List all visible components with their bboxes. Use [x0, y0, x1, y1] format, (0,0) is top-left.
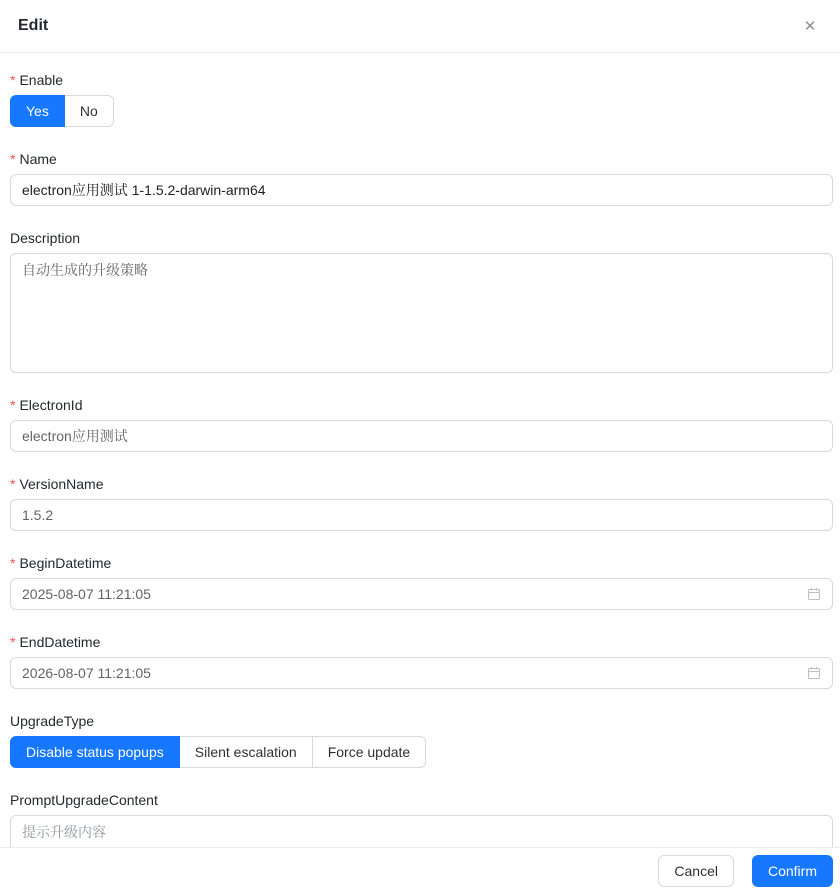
- required-asterisk: *: [10, 72, 16, 88]
- enable-option-yes[interactable]: Yes: [10, 95, 65, 127]
- upgrade-type-option-silent-escalation[interactable]: Silent escalation: [179, 736, 313, 768]
- version-name-input[interactable]: [10, 499, 833, 531]
- field-electron-id-label: [10, 394, 833, 416]
- prompt-upgrade-content-textarea[interactable]: [10, 815, 833, 847]
- description-textarea[interactable]: [10, 253, 833, 373]
- field-label-text: ElectronId: [19, 397, 83, 413]
- required-asterisk: *: [10, 634, 16, 650]
- field-label-text: Enable: [19, 72, 64, 88]
- cancel-button[interactable]: Cancel: [658, 855, 734, 887]
- field-upgrade-type: [10, 710, 833, 768]
- calendar-icon: [807, 666, 821, 680]
- enable-radio-group: [10, 95, 114, 127]
- field-name: [10, 148, 833, 206]
- end-datetime-input[interactable]: [22, 665, 799, 681]
- drawer-header: [0, 0, 840, 53]
- confirm-button[interactable]: Confirm: [752, 855, 833, 887]
- field-version-name-label: [10, 473, 833, 495]
- calendar-icon: [807, 587, 821, 601]
- required-asterisk: *: [10, 397, 16, 413]
- field-end-datetime-label: [10, 631, 833, 653]
- enable-option-no[interactable]: No: [64, 95, 114, 127]
- drawer-footer: [0, 847, 840, 894]
- field-prompt-upgrade-content: [10, 789, 833, 847]
- field-electron-id: [10, 394, 833, 452]
- field-label-text: UpgradeType: [10, 713, 95, 729]
- close-icon[interactable]: ✕: [798, 14, 822, 38]
- field-description: [10, 227, 833, 373]
- field-enable: [10, 69, 833, 127]
- field-enable-label: [10, 69, 833, 91]
- field-prompt-upgrade-content-label: [10, 789, 833, 811]
- field-label-text: Description: [10, 230, 81, 246]
- field-version-name: [10, 473, 833, 531]
- field-name-label: [10, 148, 833, 170]
- name-input[interactable]: [10, 174, 833, 206]
- field-end-datetime: [10, 631, 833, 689]
- field-upgrade-type-label: [10, 710, 833, 732]
- begin-datetime-input[interactable]: [22, 586, 799, 602]
- field-begin-datetime: [10, 552, 833, 610]
- field-label-text: BeginDatetime: [19, 555, 112, 571]
- drawer-title: Edit: [18, 17, 49, 34]
- required-asterisk: *: [10, 476, 16, 492]
- field-label-text: VersionName: [19, 476, 104, 492]
- upgrade-type-option-force-update[interactable]: Force update: [312, 736, 427, 768]
- upgrade-type-radio-group: [10, 736, 426, 768]
- upgrade-type-option-disable-status-popups[interactable]: Disable status popups: [10, 736, 180, 768]
- begin-datetime-picker[interactable]: [10, 578, 833, 610]
- field-description-label: [10, 227, 833, 249]
- required-asterisk: *: [10, 151, 16, 167]
- field-label-text: EndDatetime: [19, 634, 101, 650]
- field-label-text: Name: [19, 151, 57, 167]
- electron-id-input[interactable]: [10, 420, 833, 452]
- drawer-body: [0, 53, 840, 847]
- end-datetime-picker[interactable]: [10, 657, 833, 689]
- field-label-text: PromptUpgradeContent: [10, 792, 158, 808]
- field-begin-datetime-label: [10, 552, 833, 574]
- required-asterisk: *: [10, 555, 16, 571]
